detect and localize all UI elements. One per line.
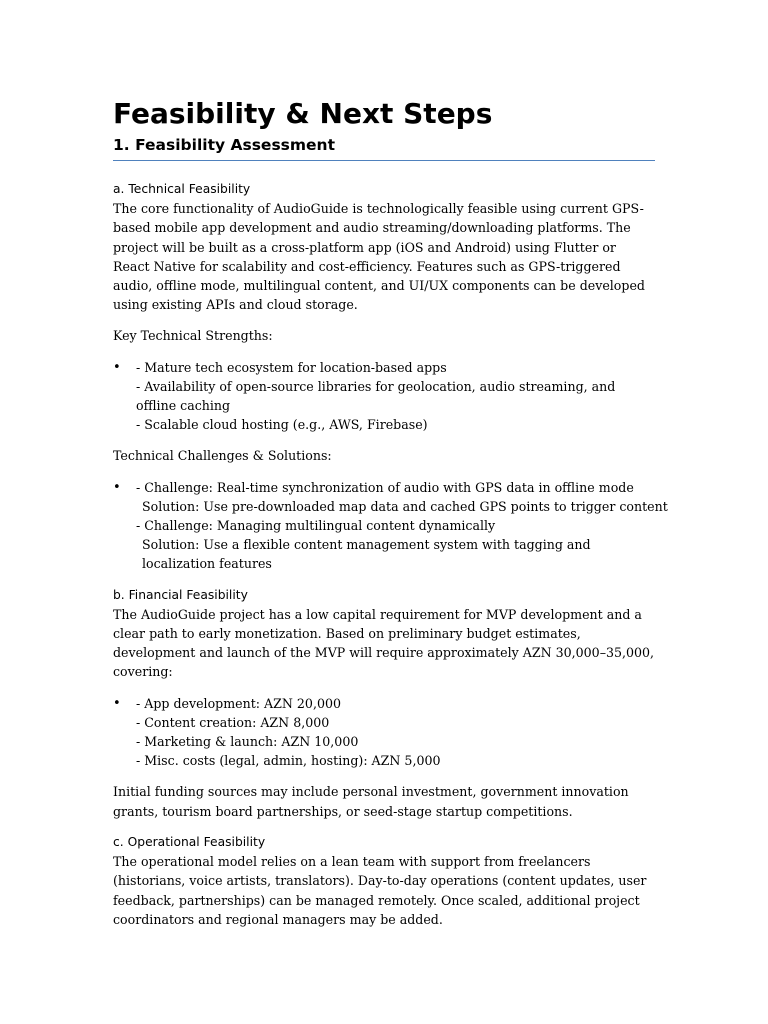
technical-intro: The core functionality of AudioGuide is technologically feasible using current GPS-based mobile app development and audio streaming/downloading platforms. The project will be built as a cross-platform app (iOS and Android) using Flutter or React Native for scalability and cost-efficiency. Features such as GPS-triggered audio, offline mode, multilingual content, and UI/UX components can be developed using existing APIs and cloud storage. — [113, 201, 645, 313]
list-item — [113, 478, 668, 574]
section-divider — [113, 160, 655, 161]
bullet-icon: • — [113, 695, 121, 711]
cost-item: - App development: AZN 20,000 — [136, 695, 341, 711]
challenges-label: Technical Challenges & Solutions: — [113, 448, 332, 464]
funding-text: Initial funding sources may include personal investment, government innovation grants, tourism board partnerships, or seed-stage startup competitions. — [113, 784, 629, 819]
strength-item: - Availability of open-source libraries for geolocation, audio streaming, and offline caching — [136, 378, 616, 414]
costs-list — [113, 694, 655, 771]
list-item — [113, 694, 655, 771]
operational-intro: The operational model relies on a lean team with support from freelancers (historians, voice artists, translators). Day-to-day operations (content updates, user feedback, partnerships) can be managed remotely. Once scaled, additional project coordinators and regional managers may be added. — [113, 854, 647, 927]
challenge-item: - Challenge: Managing multilingual content dynamically — [136, 518, 496, 534]
financial-heading: b. Financial Feasibility — [113, 587, 248, 602]
solution-item: Solution: Use pre-downloaded map data and cached GPS points to trigger content — [142, 498, 668, 514]
strengths-list — [113, 358, 655, 435]
technical-heading: a. Technical Feasibility — [113, 182, 251, 196]
cost-item: - Marketing & launch: AZN 10,000 — [136, 734, 359, 750]
challenge-item: - Challenge: Real-time synchronization of audio with GPS data in offline mode — [136, 479, 634, 495]
challenges-list — [113, 478, 668, 574]
cost-item: - Misc. costs (legal, admin, hosting): AZN 5,000 — [136, 753, 441, 769]
solution-item: Solution: Use a flexible content management system with tagging and localization features — [142, 537, 591, 572]
strengths-label: Key Technical Strengths: — [113, 328, 273, 344]
document-body — [113, 180, 668, 929]
bullet-icon: • — [113, 359, 121, 375]
strength-item: - Scalable cloud hosting (e.g., AWS, Firebase) — [136, 417, 428, 433]
financial-intro: The AudioGuide project has a low capital requirement for MVP development and a clear path to early monetization. Based on preliminary budget estimates, development and launch of the MVP will require approximately AZN 30,000–35,000, covering: — [113, 606, 655, 680]
cost-item: - Content creation: AZN 8,000 — [136, 714, 330, 730]
section-title: 1. Feasibility Assessment — [113, 136, 336, 154]
page-title: Feasibility & Next Steps — [113, 97, 493, 130]
strength-item: - Mature tech ecosystem for location-based apps — [136, 359, 447, 375]
operational-heading: c. Operational Feasibility — [113, 834, 266, 849]
bullet-icon: • — [113, 479, 121, 495]
list-item — [113, 358, 655, 435]
